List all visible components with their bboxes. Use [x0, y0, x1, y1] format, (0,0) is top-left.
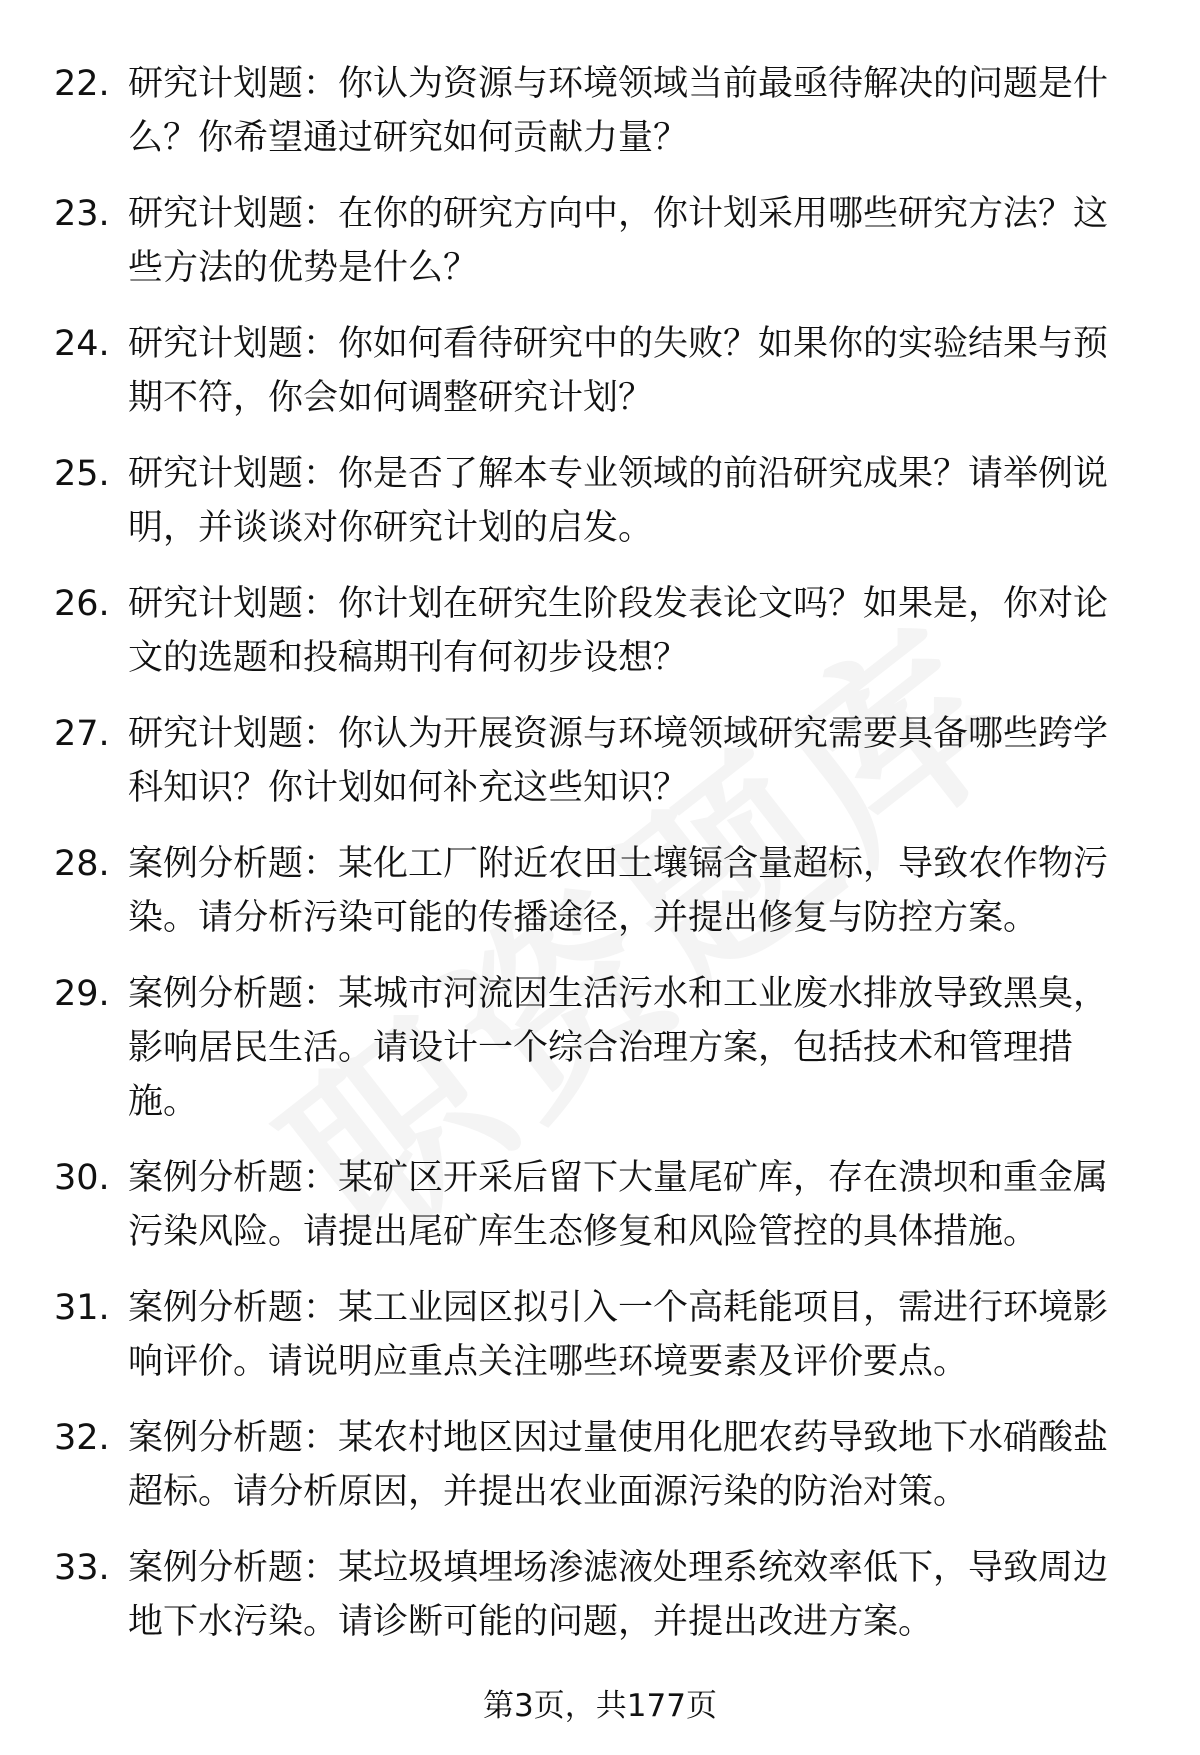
- question-item: [0, 707, 1200, 815]
- question-number: 33.: [54, 1548, 110, 1588]
- question-number: 29.: [54, 974, 110, 1014]
- question-text: 案例分析题：某城市河流因生活污水和工业废水排放导致黑臭，影响居民生活。请设计一个综合治理方案，包括技术和管理措施。: [128, 974, 1109, 1122]
- question-number: 31.: [54, 1288, 110, 1328]
- question-text: 案例分析题：某化工厂附近农田土壤镉含量超标，导致农作物污染。请分析污染可能的传播途径，并提出修复与防控方案。: [128, 844, 1109, 938]
- question-list: [0, 57, 1200, 1671]
- question-text: 研究计划题：你如何看待研究中的失败？如果你的实验结果与预期不符，你会如何调整研究计划？: [128, 324, 1109, 418]
- question-item: [0, 577, 1200, 685]
- question-text: 案例分析题：某矿区开采后留下大量尾矿库，存在溃坝和重金属污染风险。请提出尾矿库生态修复和风险管控的具体措施。: [128, 1158, 1109, 1252]
- question-item: [0, 1411, 1200, 1519]
- question-text: 研究计划题：你是否了解本专业领域的前沿研究成果？请举例说明，并谈谈对你研究计划的启发。: [128, 454, 1109, 548]
- question-number: 26.: [54, 584, 110, 624]
- question-item: [0, 1281, 1200, 1389]
- question-text: 案例分析题：某垃圾填埋场渗滤液处理系统效率低下，导致周边地下水污染。请诊断可能的问题，并提出改进方案。: [128, 1548, 1109, 1642]
- question-number: 30.: [54, 1158, 110, 1198]
- page-number-footer: 第3页，共177页: [483, 1688, 717, 1724]
- question-number: 28.: [54, 844, 110, 884]
- question-item: [0, 1541, 1200, 1649]
- question-item: [0, 317, 1200, 425]
- question-text: 案例分析题：某工业园区拟引入一个高耗能项目，需进行环境影响评价。请说明应重点关注哪些环境要素及评价要点。: [128, 1288, 1109, 1382]
- question-number: 22.: [54, 64, 110, 104]
- question-item: [0, 187, 1200, 295]
- question-text: 研究计划题：你计划在研究生阶段发表论文吗？如果是，你对论文的选题和投稿期刊有何初步设想？: [128, 584, 1109, 678]
- question-item: [0, 837, 1200, 945]
- question-item: [0, 967, 1200, 1129]
- question-item: [0, 447, 1200, 555]
- question-item: [0, 57, 1200, 165]
- question-text: 研究计划题：你认为资源与环境领域当前最亟待解决的问题是什么？你希望通过研究如何贡献力量？: [128, 64, 1109, 158]
- question-number: 32.: [54, 1418, 110, 1458]
- question-number: 25.: [54, 454, 110, 494]
- question-number: 27.: [54, 714, 110, 754]
- question-item: [0, 1151, 1200, 1259]
- question-text: 研究计划题：你认为开展资源与环境领域研究需要具备哪些跨学科知识？你计划如何补充这些知识？: [128, 714, 1109, 808]
- question-text: 案例分析题：某农村地区因过量使用化肥农药导致地下水硝酸盐超标。请分析原因，并提出农业面源污染的防治对策。: [128, 1418, 1109, 1512]
- question-number: 24.: [54, 324, 110, 364]
- question-number: 23.: [54, 194, 110, 234]
- question-text: 研究计划题：在你的研究方向中，你计划采用哪些研究方法？这些方法的优势是什么？: [128, 194, 1109, 288]
